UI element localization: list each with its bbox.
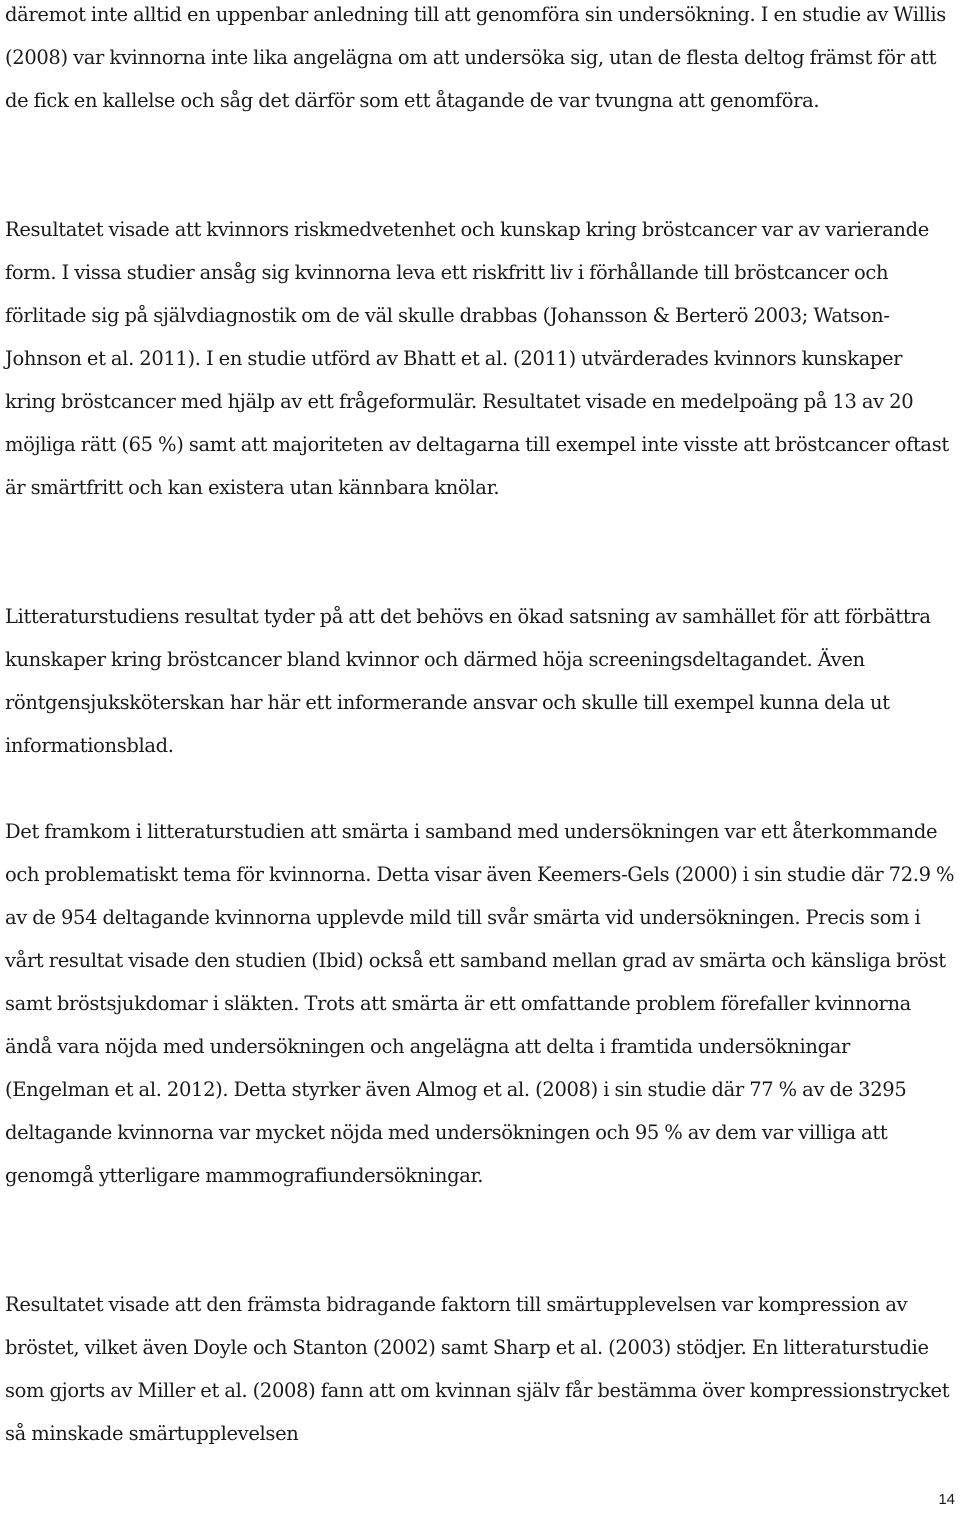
paragraph-willis-study: däremot inte alltid en uppenbar anledning till att genomföra sin undersökning. I en studie av Willis (2008) var kvinnorna inte lika angelägna om att undersöka sig, utan de flesta deltog främst för att de fick en kallelse och såg det därför som ett åtagande de var tvungna att genomföra.	[5, 3, 946, 112]
page-number: 14	[938, 1491, 955, 1508]
paragraph-risk-awareness: Resultatet visade att kvinnors riskmedvetenhet och kunskap kring bröstcancer var av varierande form. I vissa studier ansåg sig kvinnorna leva ett riskfritt liv i förhållande till bröstcancer och förlitade sig på självdiagnostik om de väl skulle drabbas (Johansson & Berterö 2003; Watson-Johnson et al. 2011). I en studie utförd av Bhatt et al. (2011) utvärderades kvinnors kunskaper kring bröstcancer med hjälp av ett frågeformulär. Resultatet visade en medelpoäng på 13 av 20 möjliga rätt (65 %) samt att majoriteten av deltagarna till exempel inte visste att bröstcancer oftast är smärtfritt och kan existera utan kännbara knölar.	[5, 218, 949, 499]
paragraph-compression-factor: Resultatet visade att den främsta bidragande faktorn till smärtupplevelsen var kompression av bröstet, vilket även Doyle och Stanton (2002) samt Sharp et al. (2003) stödjer. En litteraturstudie som gjorts av Miller et al. (2008) fann att om kvinnan själv får bestämma över kompressionstrycket så minskade smärtupplevelsen	[5, 1293, 950, 1445]
paragraph-literature-results: Litteraturstudiens resultat tyder på att det behövs en ökad satsning av samhället för att förbättra kunskaper kring bröstcancer bland kvinnor och därmed höja screeningsdeltagandet. Även röntgensjuksköterskan har här ett informerande ansvar och skulle till exempel kunna dela ut informationsblad.	[5, 605, 931, 757]
paragraph-pain-theme: Det framkom i litteraturstudien att smärta i samband med undersökningen var ett återkommande och problematiskt tema för kvinnorna. Detta visar även Keemers-Gels (2000) i sin studie där 72.9 % av de 954 deltagande kvinnorna upplevde mild till svår smärta vid undersökningen. Precis som i vårt resultat visade den studien (Ibid) också ett samband mellan grad av smärta och känsliga bröst samt bröstsjukdomar i släkten. Trots att smärta är ett omfattande problem förefaller kvinnorna ändå vara nöjda med undersökningen och angelägna att delta i framtida undersökningar (Engelman et al. 2012). Detta styrker även Almog et al. (2008) i sin studie där 77 % av de 3295 deltagande kvinnorna var mycket nöjda med undersökningen och 95 % av dem var villiga att genomgå ytterligare mammografiundersökningar.	[5, 820, 955, 1187]
